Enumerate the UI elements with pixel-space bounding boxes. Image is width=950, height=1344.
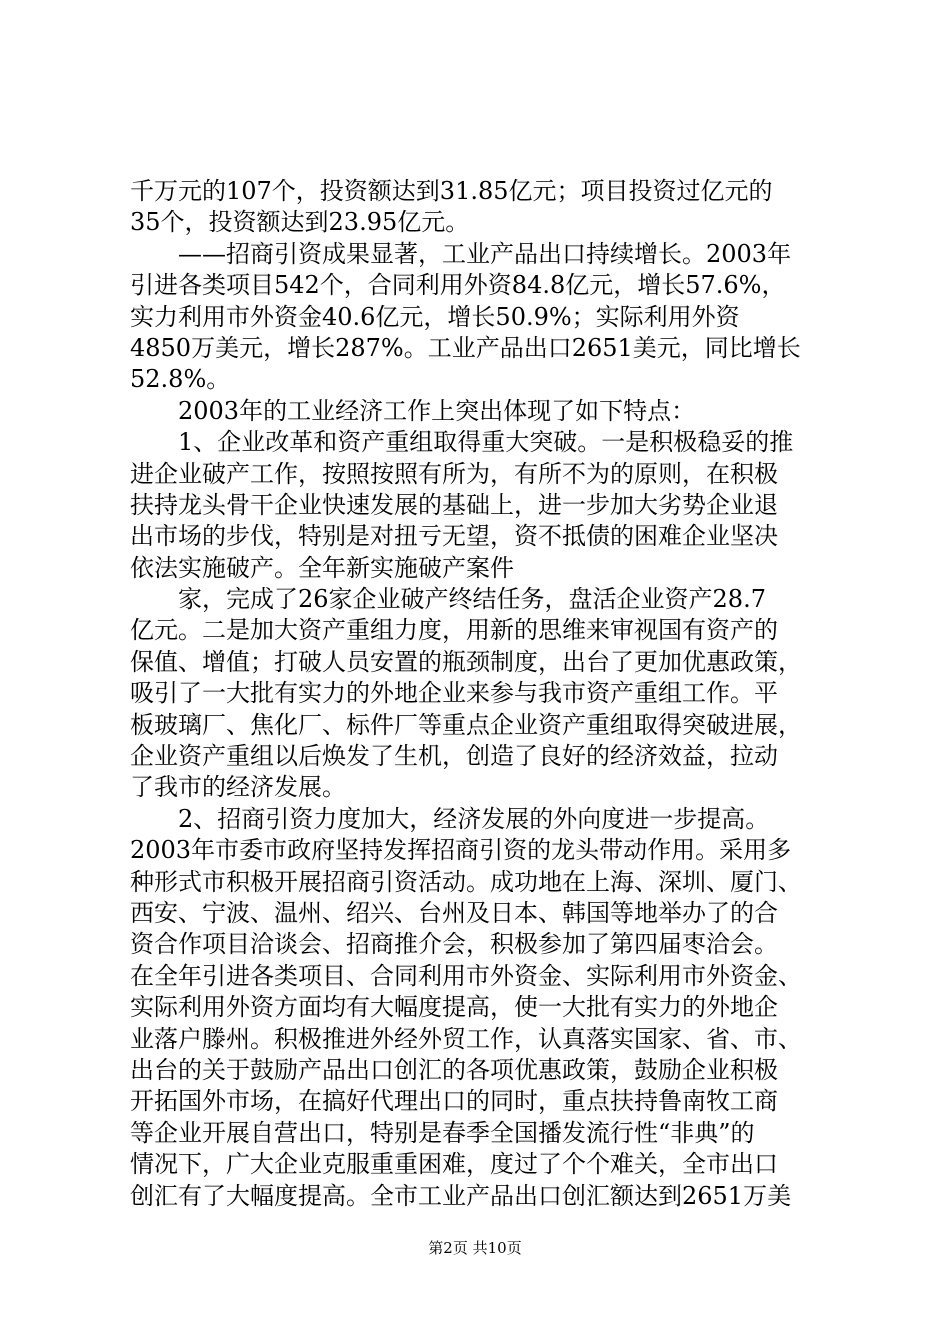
text-line: 业落户滕州。积极推进外经外贸工作，认真落实国家、省、市、 (130, 1024, 802, 1053)
body-text (130, 176, 830, 1212)
page-footer (0, 1238, 950, 1258)
text-line: 等企业开展自营出口，特别是春季全国播发流行性“非典”的 (130, 1118, 755, 1147)
text-line: 保值、增值；打破人员安置的瓶颈制度，出台了更加优惠政策， (130, 647, 802, 676)
text-line: 进企业破产工作，按照按照有所为，有所不为的原则，在积极 (130, 459, 778, 488)
text-line: ——招商引资成果显著，工业产品出口持续增长。2003年 (130, 239, 792, 268)
text-line: 实际利用外资方面均有大幅度提高，使一大批有实力的外地企 (130, 993, 778, 1022)
page-number: 第2页 共10页 (428, 1239, 522, 1257)
text-line: 千万元的107个，投资额达到31.85亿元；项目投资过亿元的 (130, 177, 773, 205)
text-line: 情况下，广大企业克服重重困难，度过了个个难关，全市出口 (130, 1150, 778, 1179)
text-line: 2、招商引资力度加大，经济发展的外向度进一步提高。 (130, 804, 770, 833)
text-line: 开拓国外市场，在搞好代理出口的同时，重点扶持鲁南牧工商 (130, 1087, 778, 1116)
text-line: 2003年的工业经济工作上突出体现了如下特点： (130, 396, 696, 425)
text-line: 2003年市委市政府坚持发挥招商引资的龙头带动作用。采用多 (130, 836, 792, 865)
text-line: 资合作项目洽谈会、招商推介会，积极参加了第四届枣洽会。 (130, 930, 778, 959)
text-line: 扶持龙头骨干企业快速发展的基础上，进一步加大劣势企业退 (130, 490, 778, 519)
text-line: 种形式市积极开展招商引资活动。成功地在上海、深圳、厦门、 (130, 867, 802, 896)
text-line: 亿元。二是加大资产重组力度，用新的思维来审视国有资产的 (130, 616, 778, 645)
text-line: 4850万美元，增长287%。工业产品出口2651美元，同比增长 (130, 333, 801, 362)
text-line: 实力利用市外资金40.6亿元，增长50.9%；实际利用外资 (130, 302, 740, 331)
text-line: 在全年引进各类项目、合同利用市外资金、实际利用市外资金、 (130, 961, 802, 990)
text-line: 企业资产重组以后焕发了生机，创造了良好的经济效益，拉动 (130, 742, 778, 771)
text-line: 创汇有了大幅度提高。全市工业产品出口创汇额达到2651万美 (130, 1181, 792, 1210)
text-line: 35个，投资额达到23.95亿元。 (130, 208, 470, 237)
text-line: 52.8%。 (130, 365, 231, 394)
text-line: 了我市的经济发展。 (130, 773, 346, 802)
text-line: 吸引了一大批有实力的外地企业来参与我市资产重组工作。平 (130, 679, 778, 708)
text-line: 引进各类项目542个，合同利用外资84.8亿元，增长57.6%， (130, 271, 786, 300)
text-line: 出台的关于鼓励产品出口创汇的各项优惠政策，鼓励企业积极 (130, 1055, 778, 1084)
text-line: 依法实施破产。全年新实施破产案件 (130, 553, 514, 582)
text-line: 西安、宁波、温州、绍兴、台州及日本、韩国等地举办了的合 (130, 898, 778, 927)
text-line: 1、企业改革和资产重组取得重大突破。一是积极稳妥的推 (130, 428, 794, 457)
text-line: 家，完成了26家企业破产终结任务，盘活企业资产28.7 (130, 585, 766, 614)
text-line: 出市场的步伐，特别是对扭亏无望，资不抵债的困难企业坚决 (130, 522, 778, 551)
text-line: 板玻璃厂、焦化厂、标件厂等重点企业资产重组取得突破进展， (130, 710, 802, 739)
